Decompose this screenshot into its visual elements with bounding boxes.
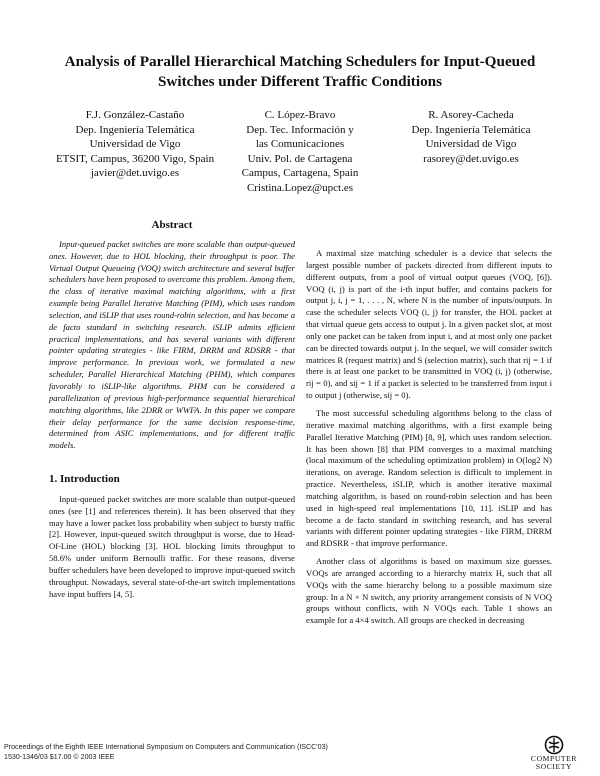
right-column [306, 248, 552, 633]
author-block [386, 108, 556, 166]
ieee-computer-society-logo-icon [544, 735, 564, 755]
author-email: javier@det.uvigo.es [90, 167, 180, 180]
author-block [52, 108, 218, 181]
body-paragraph: A maximal size matching scheduler is a device that selects the largest possible number of packets directed from different inputs to different outputs, from a pool of virtual output queues (VOQ, [6]). VOQ (i, j) is part of the i-th input buffer, and contains packets for output j, i, j = 1, . . . , N, where N is the number of inputs/outputs. In case the scheduler selects VOQ (i, j) for transfer, the HOL packet at that virtual queue gets access to output j. In a given packet slot, at most only one packet can be taken from input i, and at most only one packet can be directed towards output j. In the sequel, we will consider switch matrices R (request matrix) and S (selection matrix), such that rij = 1 if there is at least one packet to be transmitted in VOQ (i, j) (otherwise, rij = 0), and sij = 1 if a packet is selected to be transferred from input i to output j (otherwise, sij = 0). [306, 248, 552, 401]
abstract-text: Input-queued packet switches are more scalable than output-queued ones. However, due to HOL blocking, their throughput is poor. The Virtual Output Queueing (VOQ) switch architecture and several buffer schedulers have been proposed to overcome this problem. Among them, the class of iterative maximal matching algorithms, with a first example being Parallel Iterative Matching (PIM), which uses random selection, and iSLIP that uses round-robin selection, and has become a de facto standard in switching research. iSLIP admits efficient practical implementations, and has several variants with different pointer updating strategies - like FIRM, DRRM and RDSRR - that improve performance. In previous work, we formulated a new scheduler, Parallel Hierarchical Matching (PHM), which compares favorably to iSLIP-like algorithms. PHM can be considered a parallelization of previous high-performance sequential hierarchical matching algorithms, like 2DRR or WWFA. In this paper we compare their delay performance for the same decision response-time, determined from ASIC implementations, and for different traffic models. [49, 238, 295, 451]
author-affiliation: Universidad de Vigo [425, 138, 517, 151]
logo-text-line-1: COMPUTER [530, 754, 578, 763]
author-affiliation: las Comunicaciones [255, 138, 345, 151]
author-affiliation: Dep. Ingeniería Telemática [411, 123, 531, 136]
author-block [224, 108, 376, 196]
author-email: Cristina.Lopez@upct.es [246, 181, 354, 194]
body-paragraph: Another class of algorithms is based on maximum size guesses. VOQs are arranged according to a hierarchy matrix H, such that all VOQs with the same hierarchy belong to a possible maximum size group. In a N × N switch, any priority arrangement consists of N VOQ groups without conflicts, with N VOQs each. Table 1 shows an example for a 4×4 switch. All groups are checked in decreasing [306, 556, 552, 626]
paper-title [40, 52, 560, 92]
left-column [49, 220, 295, 606]
author-affiliation: Universidad de Vigo [89, 138, 181, 151]
author-name: F.J. González-Castaño [85, 109, 185, 121]
footer-line-1: Proceedings of the Eighth IEEE International Symposium on Computers and Communication (ISCC'03) [4, 743, 328, 751]
author-affiliation: Campus, Cartagena, Spain [241, 167, 359, 180]
author-affiliation: Dep. Ingeniería Telemática [75, 123, 195, 136]
intro-paragraph: Input-queued packet switches are more scalable than output-queued ones (see [1] and references therein). It has been observed that they may have a lower packet loss probability when subject to bursty traffic [2]. However, input-queued switch throughput is worse, due to Head-Of-Line (HOL) blocking [3]. HOL blocking limits throughput to 58.6% under uniform Bernoulli traffic. For these reasons, diverse buffer schedulers have been developed to improve input-queued switch throughput. Nowadays, several state-of-the-art switch implementations have input buffers [4, 5]. [49, 493, 295, 599]
author-email: rasorey@det.uvigo.es [423, 152, 519, 165]
author-name: R. Asorey-Cacheda [428, 109, 514, 121]
author-name: C. López-Bravo [264, 109, 336, 121]
abstract-heading: Abstract [151, 219, 193, 231]
section-heading-introduction: 1. Introduction [49, 473, 120, 486]
title-line-1: Analysis of Parallel Hierarchical Matching Schedulers for Input-Queued [64, 53, 536, 70]
author-affiliation: Dep. Tec. Información y [246, 123, 354, 136]
proceedings-footer [4, 742, 328, 762]
body-paragraph: The most successful scheduling algorithms belong to the class of iterative maximal matching algorithms, with a first example being Parallel Iterative Matching (PIM) [8, 9], which uses random selection. It has been shown [8] that PIM converges to a maximal matching (local maximum of the scheduling optimization problem) in O(log2 N) iterations, on average. Random selection is difficult to implement in practice. Nevertheless, iSLIP, which is another iterative maximal matching algorithm, is based on round-robin selection and has been used in high-speed real implementations [10, 11]. iSLIP and has become a de facto standard in switching research, and has several variants with different pointer updating strategies - like FIRM, DRRM and RDSRR - that improve performance. [306, 407, 552, 549]
author-affiliation: ETSIT, Campus, 36200 Vigo, Spain [55, 152, 215, 165]
footer-line-2: 1530-1346/03 $17.00 © 2003 IEEE [4, 753, 115, 761]
author-affiliation: Univ. Pol. de Cartagena [247, 152, 353, 165]
logo-text-line-2: SOCIETY [535, 762, 573, 771]
computer-society-logo [512, 735, 596, 773]
title-line-2: Switches under Different Traffic Conditions [157, 73, 443, 90]
